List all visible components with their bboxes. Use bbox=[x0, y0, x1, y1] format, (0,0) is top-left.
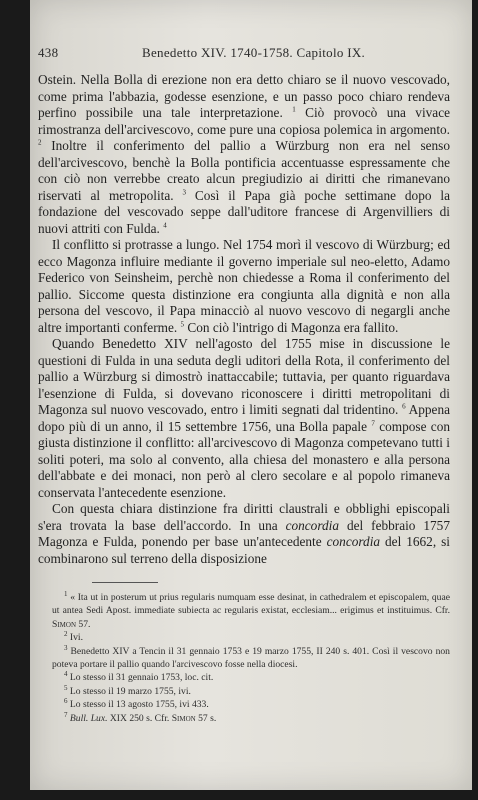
footnote-number: 4 bbox=[64, 670, 68, 679]
main-text bbox=[38, 72, 450, 567]
text-run: « Ita ut in posterum ut prius regularis numquam esse desinat, in cathedralem et episcopalem, quae ut antea Sedi Apost. immediate subiecta ac regularis existat, ecclesiam... erigimus et instituimus. Cfr. bbox=[52, 592, 450, 617]
footnote-number: 1 bbox=[64, 589, 68, 598]
author-name: Simon bbox=[171, 712, 196, 724]
text-run: Lo stesso il 13 agosto 1755, ivi 433. bbox=[69, 699, 209, 711]
footnote-ref: 7 bbox=[371, 419, 375, 428]
footnote-ref: 3 bbox=[182, 188, 186, 197]
text-run: 57. bbox=[76, 618, 91, 630]
running-title: Benedetto XIV. 1740-1758. Capitolo IX. bbox=[142, 45, 366, 60]
text-run: Lo stesso il 19 marzo 1755, ivi. bbox=[69, 685, 191, 697]
text-run: Appena dopo più di un anno, il 15 settembre 1756, una Bolla papale bbox=[38, 402, 450, 434]
text-run: Ivi. bbox=[69, 632, 83, 644]
footnote-ref: 6 bbox=[402, 402, 406, 411]
text-run: Il conflitto si protrasse a lungo. Nel 1754 morì il vescovo di Würzburg; ed ecco Magonza influire mediante il governo imperiale sul neo-eletto, Adamo Federico von Seinsheim, perchè non chiedesse a Roma il conferimento del pallio. Siccome questa distinzione era congiunta alla dignità e non alla persona del vescovo, il Papa minacciò al nuovo vescovo di negargli anche altre importanti conferme. bbox=[38, 237, 450, 335]
text-run: del 1662, si combinarono sul terreno della disposizione bbox=[38, 534, 450, 566]
text-run: Con questa chiara distinzione fra diritti claustrali e obblighi episcopali s'era trovata la base dell'accordo. In una bbox=[38, 501, 450, 533]
footnote-number: 7 bbox=[64, 710, 68, 719]
footnote-ref: 4 bbox=[163, 221, 167, 230]
footnote bbox=[52, 645, 450, 672]
author-name: Simon bbox=[52, 618, 77, 630]
paragraph bbox=[38, 336, 450, 501]
text-run: Con ciò l'intrigo di Magonza era fallito. bbox=[184, 319, 399, 335]
text-run: compose con giusta distinzione il conflitto: all'arcivescovo di Magonza competevano tutti i soliti poteri, ma solo al convento, alla chiesa del monastero e alla persona dell'abbate e dei monaci, non però al clero secolare e al popolo rimaneva conservata l'antecedente esenzione. bbox=[38, 418, 451, 500]
footnote bbox=[52, 671, 450, 684]
footnote bbox=[52, 698, 450, 711]
text-run: Benedetto XIV a Tencin il 31 gennaio 1753 e 19 marzo 1755, II 240 s. 401. Così il vescovo non poteva portare il pallio quando l'arcivescovo fosse nella diocesi. bbox=[52, 645, 450, 671]
footnote bbox=[52, 631, 450, 644]
footnote-ref: 2 bbox=[38, 138, 42, 147]
footnotes bbox=[52, 591, 450, 725]
italic-text: concordia bbox=[285, 517, 339, 533]
text-run: del febbraio 1757 Magonza e Fulda, ponendo per base un'antecedente bbox=[38, 517, 450, 549]
italic-text: Bull. Lux. bbox=[69, 712, 108, 724]
text-run: 57 s. bbox=[195, 712, 217, 724]
page-number: 438 bbox=[38, 45, 59, 60]
footnote bbox=[52, 712, 450, 725]
paragraph bbox=[38, 237, 450, 336]
text-run: Ostein. Nella Bolla di erezione non era detto chiaro se il nuovo vescovado, come prima l'abbazia, godesse esenzione, e un passo poco chiaro rendeva perfino possibile una tale interpretazione. bbox=[38, 72, 450, 120]
paragraph bbox=[38, 501, 450, 567]
italic-text: concordia bbox=[326, 534, 381, 549]
text-run: Ciò provocò una vivace rimostranza dell'arcivescovo, come pure una copiosa polemica in argomento. bbox=[38, 105, 451, 137]
footnote-ref: 5 bbox=[180, 320, 185, 329]
text-run: Quando Benedetto XIV nell'agosto del 1755 mise in discussione le questioni di Fulda in una seduta degli uditori della Rota, il conferimento del pallio a Würzburg si dimostrò inattaccabile; tuttavia, per quanto riguardava l'esenzione di Fulda, si dovevano riconoscere i diritti metropolitani di Magonza sul nuovo vescovado, entro i limiti segnati dal tridentino. bbox=[38, 336, 450, 417]
text-run: Inoltre il conferimento del pallio a Würzburg non era nel senso dell'arcivescovo, benchè la Bolla pontificia accentuasse espressamente che con ciò non verrebbe creato alcun pregiudizio ai diritti che rimanevano riservati al metropolita. bbox=[38, 138, 450, 203]
text-run: Così il Papa già poche settimane dopo la fondazione del vescovado seppe dall'uditore francese di Argenvilliers di nuovi attriti con Fulda. bbox=[38, 187, 450, 236]
footnote-number: 6 bbox=[64, 697, 68, 706]
footnote bbox=[52, 685, 450, 698]
paragraph bbox=[38, 72, 450, 237]
text-run: Lo stesso il 31 gennaio 1753, loc. cit. bbox=[69, 672, 214, 684]
footnote-number: 3 bbox=[64, 643, 68, 652]
footnote-rule bbox=[92, 582, 158, 583]
footnote-ref: 1 bbox=[292, 105, 296, 114]
text-run: XIX 250 s. Cfr. bbox=[107, 712, 172, 724]
footnote bbox=[52, 591, 450, 631]
footnote-number: 2 bbox=[64, 630, 68, 639]
footnote-number: 5 bbox=[64, 683, 68, 692]
